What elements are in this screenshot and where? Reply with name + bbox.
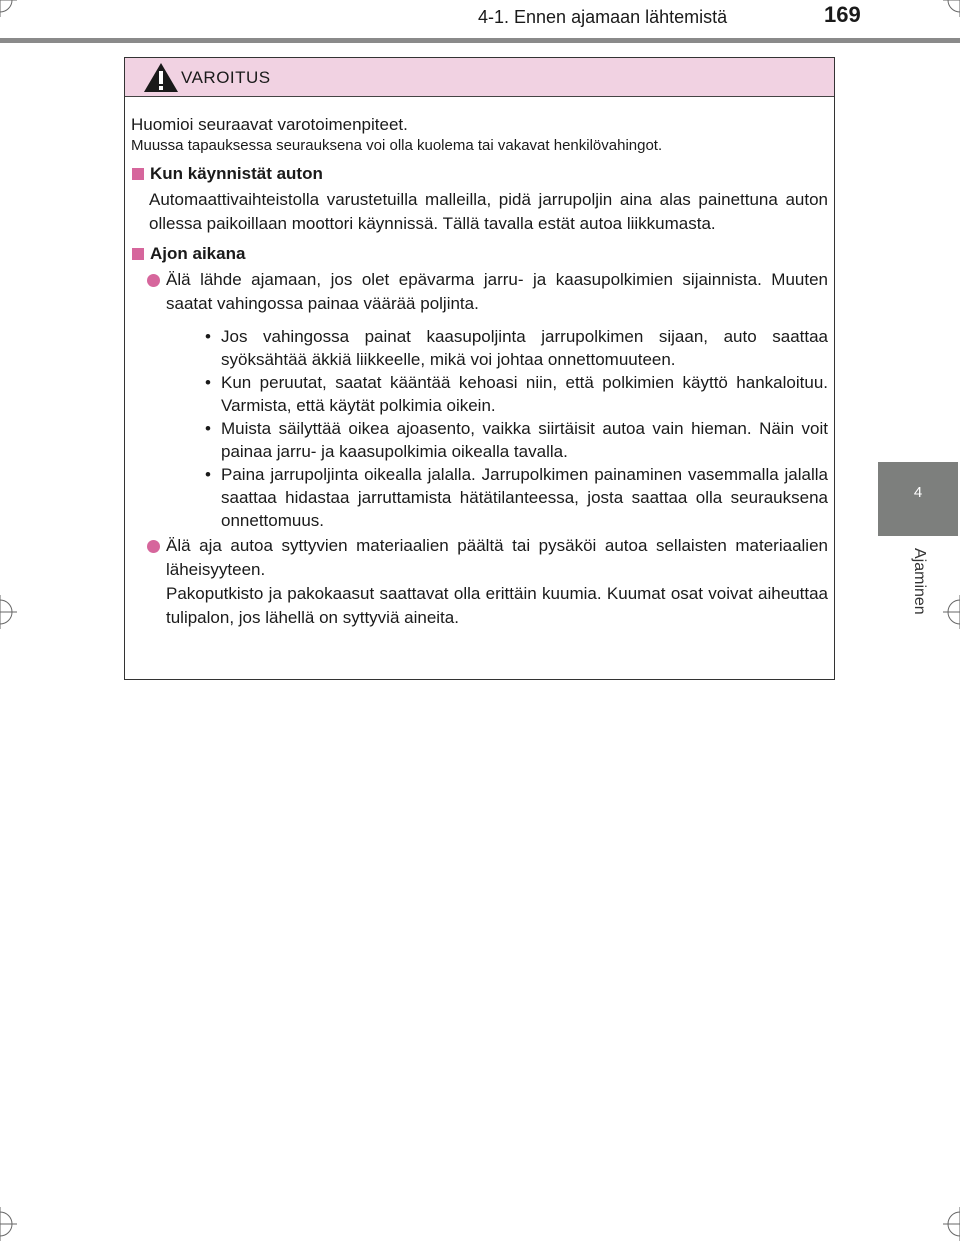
sub-list-item: • Kun peruutat, saatat kääntää kehoasi niin, että polkimien käyttö hankaloituu. Varmista, että käytät polkimia oikein. (205, 373, 828, 415)
sub-list-item: • Jos vahingossa painat kaasupoljinta jarrupolkimen sijaan, auto saattaa syöksähtää äkkiä liikkeelle, mikä voi johtaa onnettomuuteen. (205, 327, 828, 369)
chapter-tab (878, 462, 958, 536)
section-heading-driving (131, 242, 828, 266)
dot-bullet-icon: • (205, 373, 211, 392)
crop-mark-top-left (0, 0, 17, 17)
chapter-number: 4 (913, 484, 923, 501)
warning-consequence: Muussa tapauksessa seurauksena voi olla kuolema tai vakavat henkilövahingot. (131, 137, 663, 154)
chapter-label: Ajaminen (911, 548, 928, 615)
warning-intro: Huomioi seuraavat varotoimenpiteet. (131, 115, 408, 134)
circle-bullet-icon (147, 274, 160, 287)
warning-title: VAROITUS (181, 68, 271, 87)
warning-box (124, 57, 835, 680)
sub-list-item: • Paina jarrupoljinta oikealla jalalla. Jarrupolkimen painaminen vasemmalla jalalla saattaa hidastaa jarruttamista hätätilanteessa, josta saattaa olla seurauksena onnettomuus. (205, 465, 828, 530)
dot-bullet-icon: • (205, 465, 211, 484)
sub-list (201, 325, 828, 532)
dot-bullet-icon: • (205, 419, 211, 438)
page-number: 169 (824, 2, 861, 27)
list-item (131, 534, 828, 630)
warning-header (125, 58, 834, 97)
header-rule (0, 38, 960, 43)
sub-list-item: • Muista säilyttää oikea ajoasento, vaikka siirtäisit autoa vain hieman. Näin voit painaa jarru- ja kaasupolkimia oikealla tavalla. (205, 419, 828, 461)
section-heading-starting (131, 162, 828, 186)
section-paragraph: Automaattivaihteistolla varustetuilla malleilla, pidä jarrupoljin aina alas painettuna auton ollessa paikoillaan moottori käynnissä. Tällä tavalla estät autoa liikkumasta. (149, 190, 828, 233)
list-item-text: Älä aja autoa syttyvien materiaalien päältä tai pysäköi autoa sellaisten materiaalien läheisyyteen. (166, 536, 828, 579)
list-item-text: Älä lähde ajamaan, jos olet epävarma jarru- ja kaasupolkimien sijainnista. Muuten saatat vahingossa painaa väärää poljinta. (166, 270, 828, 313)
warning-triangle-icon (143, 62, 179, 93)
list-item (131, 268, 828, 532)
dot-bullet-icon: • (205, 327, 211, 346)
list-item-text-2: Pakoputkisto ja pakokaasut saattavat olla erittäin kuumia. Kuumat osat voivat aiheuttaa tulipalon, jos lähellä on syttyviä aineita. (166, 584, 828, 627)
section-header: 4-1. Ennen ajamaan lähtemistä (478, 7, 728, 27)
square-bullet-icon (132, 168, 144, 180)
crop-mark-middle-left (0, 595, 17, 629)
crop-mark-middle-right (943, 595, 960, 629)
circle-bullet-icon (147, 540, 160, 553)
crop-mark-top-right (943, 0, 960, 17)
warning-content (131, 113, 828, 632)
section-heading-text: Kun käynnistät auton (150, 164, 323, 183)
crop-mark-bottom-right (943, 1207, 960, 1241)
section-heading-text: Ajon aikana (150, 244, 246, 263)
crop-mark-bottom-left (0, 1207, 17, 1241)
square-bullet-icon (132, 248, 144, 260)
